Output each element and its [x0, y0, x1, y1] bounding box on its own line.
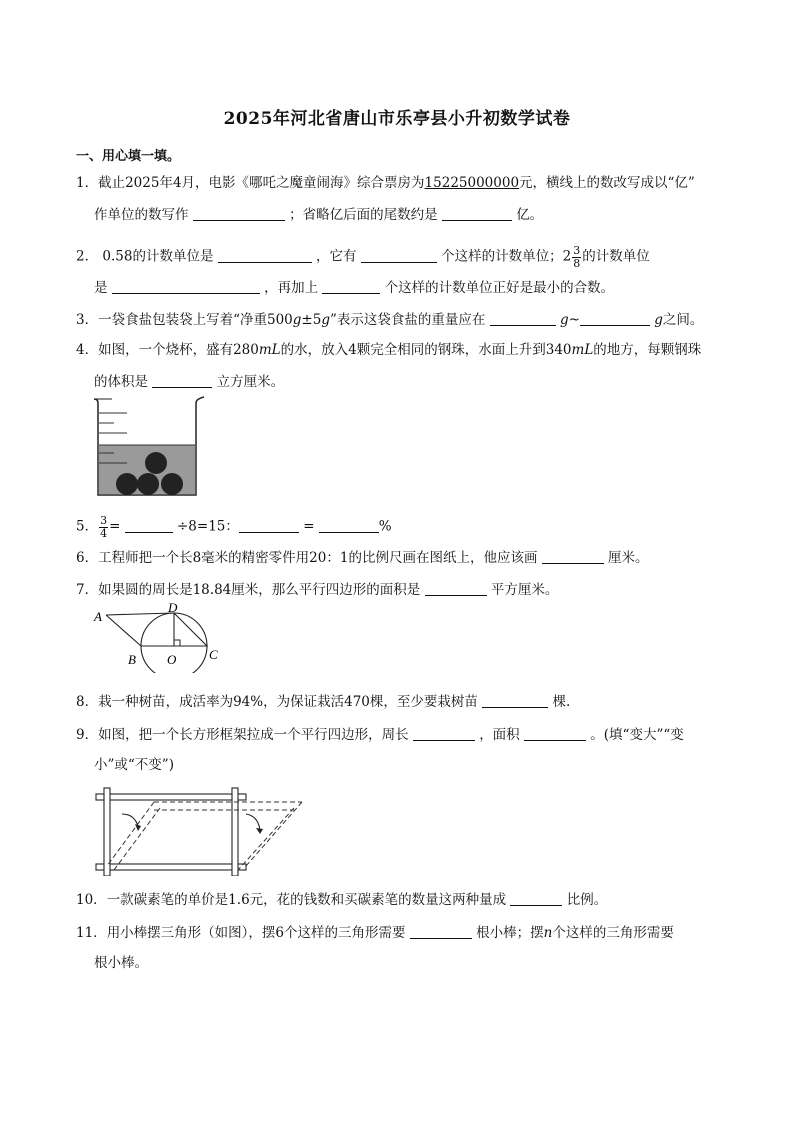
q1-text-d: ；省略亿后面的尾数约是	[289, 207, 438, 223]
q11-text-c: 个这样的三角形需要	[552, 925, 674, 941]
q4-unit-ml-2: mL	[571, 342, 594, 358]
q5-equals-1: =	[109, 518, 121, 535]
q11-number: 11．	[76, 925, 107, 941]
q2-text-f: ，再加上	[264, 280, 319, 296]
q1-text-e: 亿。	[516, 207, 544, 223]
question-4-line-1	[76, 344, 701, 358]
q3-unit-g-2: g	[321, 312, 330, 328]
q5-answer-blank-2[interactable]	[239, 520, 299, 533]
q5-answer-blank-1[interactable]	[125, 520, 173, 533]
question-9-line-1	[76, 728, 684, 743]
q3-text-a: 一袋食盐包装袋上写着“净重500	[98, 312, 293, 328]
rotate-arrow-right-head	[256, 828, 263, 834]
q1-answer-blank-2[interactable]	[442, 208, 512, 221]
question-1-line-1	[76, 177, 695, 191]
question-2-line-1	[76, 245, 650, 269]
q2-text-b: ，它有	[316, 248, 357, 265]
q11-variable-n: n	[543, 925, 553, 941]
parallelogram-dashed	[107, 802, 302, 870]
q3-unit-g-1: g	[292, 312, 302, 328]
q1-box-office-number: 15225000000	[424, 175, 520, 191]
q8-number: 8．	[76, 694, 99, 710]
q2-number: 2．	[76, 248, 99, 265]
q4-text-e: 立方厘米。	[216, 374, 285, 390]
q2-text-c: 个这样的计数单位；	[441, 248, 563, 265]
q7-number: 7．	[76, 582, 99, 598]
q11-text-a: 用小棒摆三角形（如图），摆6个这样的三角形需要	[106, 925, 406, 941]
label-d: D	[168, 601, 178, 615]
q8-text-a: 栽一种树苗，成活率为94%，为保证栽活470棵，至少要栽树苗	[98, 694, 478, 710]
question-4-line-2	[94, 375, 284, 390]
q11-answer-blank-1[interactable]	[410, 926, 472, 939]
right-angle-mark	[174, 640, 180, 646]
steel-ball-3	[137, 473, 159, 495]
q3-number: 3．	[76, 312, 99, 328]
q11-text-d: 根小棒。	[94, 955, 148, 971]
section-heading: 一、用心填一填。	[76, 149, 181, 164]
steel-ball-4	[161, 473, 183, 495]
q3-tilde: ~	[568, 312, 580, 328]
label-o: O	[167, 652, 177, 667]
question-11-line-2	[94, 957, 148, 971]
q10-answer-blank[interactable]	[510, 893, 562, 906]
circle-parallelogram-figure	[90, 601, 230, 673]
q6-text-a: 工程师把一个长8毫米的精密零件用20：1的比例尺画在图纸上，他应该画	[98, 550, 538, 566]
q2-answer-blank-3[interactable]	[112, 281, 260, 294]
rotate-arrow-left-head	[135, 824, 141, 831]
q5-answer-blank-3[interactable]	[319, 520, 379, 533]
q3-plus-minus: ±5	[301, 312, 322, 328]
q4-text-d: 的体积是	[94, 374, 148, 390]
q5-equals-2: =	[303, 518, 315, 535]
q1-number: 1．	[76, 175, 99, 191]
q3-unit-g-3: g	[559, 312, 569, 328]
q9-answer-blank-2[interactable]	[524, 728, 586, 741]
q5-percent: %	[378, 518, 392, 535]
label-c: C	[209, 647, 218, 662]
q2-fraction: $\frac{3}{8}$	[573, 244, 581, 270]
q8-answer-blank[interactable]	[482, 695, 548, 708]
q3-answer-blank-2[interactable]	[580, 313, 650, 326]
q6-number: 6．	[76, 550, 99, 566]
rectangle-frame-figure	[94, 786, 308, 876]
question-2-line-2	[94, 281, 614, 296]
q3-text-c: 之间。	[662, 312, 704, 328]
question-10-line	[76, 893, 607, 908]
q11-text-b: 根小棒；摆	[476, 925, 544, 941]
question-9-line-2	[94, 759, 174, 773]
q2-answer-blank-1[interactable]	[218, 250, 312, 263]
q4-text-b: 的水，放入4颗完全相同的钢珠，水面上升到340	[280, 342, 572, 358]
q5-number: 5．	[76, 518, 99, 535]
q4-text-c: 的地方，每颗钢珠	[593, 342, 702, 358]
q6-text-b: 厘米。	[608, 550, 649, 566]
label-b: B	[128, 652, 136, 667]
q10-number: 10．	[76, 892, 107, 908]
question-11-line-1	[76, 926, 674, 941]
page-title: 2025年河北省唐山市乐亭县小升初数学试卷	[223, 109, 571, 129]
q4-answer-blank[interactable]	[152, 375, 212, 388]
question-1-line-2	[94, 208, 543, 223]
question-8-line	[76, 695, 570, 710]
q9-text-a: 如图，把一个长方形框架拉成一个平行四边形，周长	[98, 727, 409, 743]
question-7-line	[76, 583, 558, 598]
q7-text-a: 如果圆的周长是18.84厘米，那么平行四边形的面积是	[98, 582, 421, 598]
q2-text-g: 个这样的计数单位正好是最小的合数。	[384, 280, 615, 296]
q4-unit-ml-1: mL	[258, 342, 281, 358]
q2-mixed-whole: 2	[562, 248, 572, 265]
q2-answer-blank-4[interactable]	[322, 281, 380, 294]
q1-text-b: 元，横线上的数改写成以“亿”	[519, 175, 695, 191]
q7-answer-blank[interactable]	[425, 583, 487, 596]
steel-ball-2	[116, 473, 138, 495]
q5-text-a: ÷8=15：	[177, 518, 239, 535]
question-3-line	[76, 313, 703, 328]
rotate-arrow-right	[246, 814, 260, 830]
label-a: A	[94, 609, 102, 624]
q2-text-e: 是	[94, 280, 108, 296]
beaker-figure	[92, 395, 210, 501]
q9-text-b: ，面积	[479, 727, 520, 743]
q5-fraction: $\frac{3}{4}$	[100, 514, 108, 540]
frame-bars	[96, 788, 246, 876]
q3-text-b: ”表示这袋食盐的重量应在	[329, 312, 486, 328]
q3-answer-blank-1[interactable]	[490, 313, 556, 326]
q1-answer-blank-1[interactable]	[193, 208, 285, 221]
q10-text-b: 比例。	[566, 892, 608, 908]
q9-answer-blank-1[interactable]	[413, 728, 475, 741]
q4-text-a: 如图，一个烧杯，盛有280	[98, 342, 259, 358]
q2-text-a: 0.58的计数单位是	[102, 248, 214, 265]
q1-text-c: 作单位的数写作	[94, 207, 189, 223]
q9-text-c: 。(填“变大”“变	[590, 727, 684, 743]
q10-text-a: 一款碳素笔的单价是1.6元，花的钱数和买碳素笔的数量这两种量成	[106, 892, 507, 908]
steel-ball-1	[145, 452, 167, 474]
q2-text-d: 的计数单位	[582, 248, 650, 265]
q2-answer-blank-2[interactable]	[361, 250, 437, 263]
q4-number: 4．	[76, 342, 99, 358]
q6-answer-blank[interactable]	[542, 551, 604, 564]
question-5-line	[76, 515, 392, 539]
q1-text-a: 截止2025年4月，电影《哪吒之魔童闹海》综合票房为	[98, 175, 425, 191]
q8-text-b: 棵.	[552, 694, 571, 710]
q9-text-d: 小”或“不变”)	[94, 757, 174, 773]
q3-unit-g-4: g	[654, 312, 663, 328]
q9-number: 9．	[76, 727, 99, 743]
q7-text-b: 平方厘米。	[490, 582, 559, 598]
question-6-line	[76, 551, 649, 566]
